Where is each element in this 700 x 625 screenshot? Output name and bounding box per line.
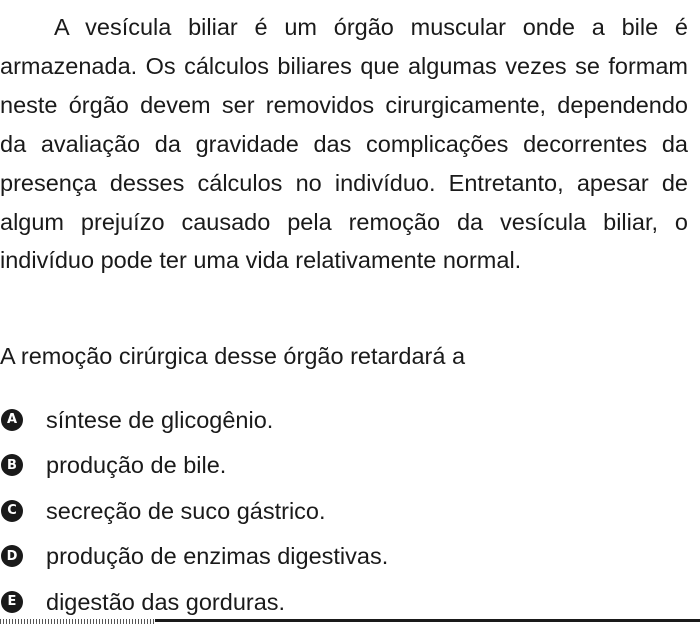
- option-c[interactable]: [0, 488, 388, 534]
- option-a-text: síntese de glicogênio.: [46, 406, 274, 433]
- option-e-letter-badge: E: [1, 591, 23, 613]
- option-e[interactable]: [0, 579, 388, 625]
- option-b-letter-badge: B: [1, 454, 23, 476]
- answer-options: [0, 397, 388, 625]
- passage-text: A vesícula biliar é um órgão muscular onde a bile é armazenada. Os cálculos biliares que algumas vezes se formam neste órgão devem ser removidos cirurgicamente, dependendo da avaliação da gravidade das complicações decorrentes da presença desses cálculos no indivíduo. Entretanto, apesar de algum prejuízo causado pela remoção da vesícula biliar, o indivíduo pode ter uma vida relativamente normal.: [0, 14, 688, 274]
- dotted-divider: [0, 619, 155, 624]
- option-b-text: produção de bile.: [46, 452, 227, 479]
- option-b[interactable]: [0, 443, 388, 489]
- option-d[interactable]: [0, 534, 388, 580]
- solid-divider: [155, 619, 700, 622]
- option-a[interactable]: [0, 397, 388, 443]
- option-d-letter-badge: D: [1, 545, 23, 567]
- option-e-text: digestão das gorduras.: [46, 588, 286, 615]
- option-d-text: produção de enzimas digestivas.: [46, 543, 389, 570]
- option-a-letter-badge: A: [1, 409, 23, 431]
- option-c-text: secreção de suco gástrico.: [46, 497, 326, 524]
- question-stem: A remoção cirúrgica desse órgão retardará a: [0, 343, 466, 369]
- option-c-letter-badge: C: [1, 500, 23, 522]
